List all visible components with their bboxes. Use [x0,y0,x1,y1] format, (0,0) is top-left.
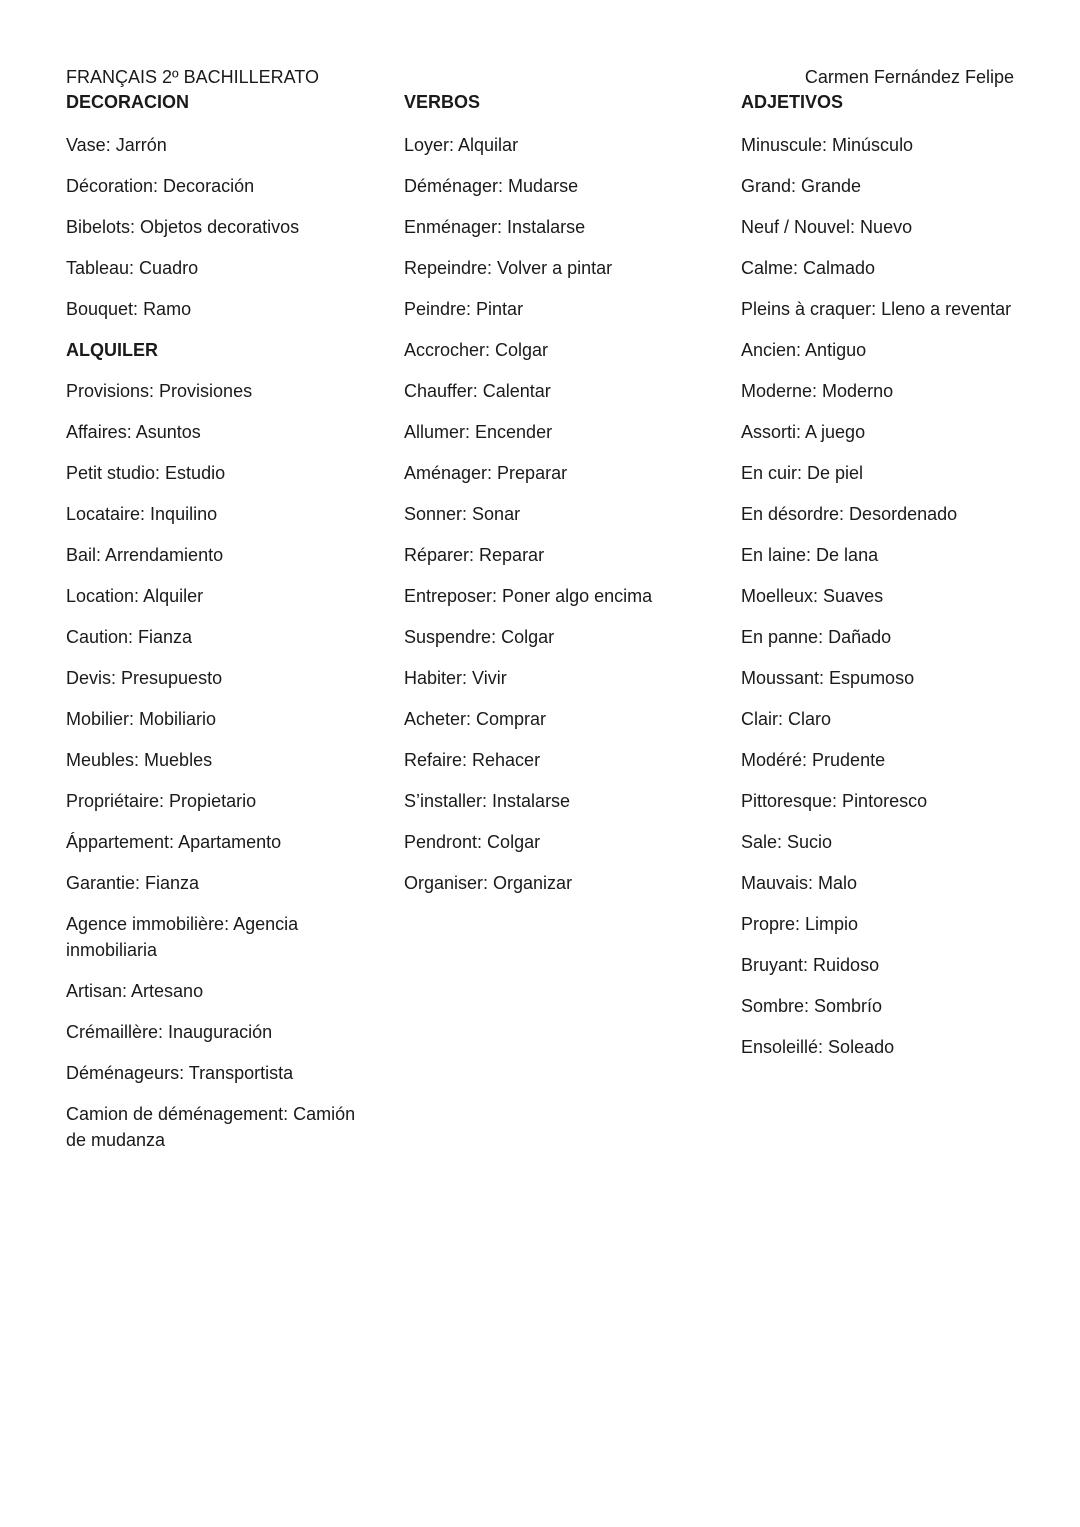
vocab-item: Location: Alquiler [66,586,204,606]
vocab-item: Bibelots: Objetos decorativos [66,217,300,237]
vocab-item: Réparer: Reparar [404,545,545,565]
vocab-item: Mauvais: Malo [741,873,858,893]
vocab-item: En cuir: De piel [741,463,864,483]
vocab-item: Bail: Arrendamiento [66,545,224,565]
vocab-item: Sale: Sucio [741,832,833,852]
author-name: Carmen Fernández Felipe [804,67,1014,87]
vocab-item: Meubles: Muebles [66,750,213,770]
vocab-item: Entreposer: Poner algo encima [404,586,653,606]
vocab-item: Aménager: Preparar [404,463,568,483]
vocab-item: Moderne: Moderno [741,381,894,401]
vocab-item: Grand: Grande [741,176,862,196]
column-title: VERBOS [404,92,481,112]
vocab-item: Minuscule: Minúsculo [741,135,914,155]
vocab-item: Organiser: Organizar [404,873,573,893]
vocab-item: Repeindre: Volver a pintar [404,258,613,278]
vocab-item: Mobilier: Mobiliario [66,709,217,729]
vocab-item: Neuf / Nouvel: Nuevo [741,217,913,237]
vocab-item: Petit studio: Estudio [66,463,226,483]
vocab-item: Affaires: Asuntos [66,422,201,442]
vocab-item: Devis: Presupuesto [66,668,223,688]
vocab-item: Propre: Limpio [741,914,859,934]
vocab-item: Camion de déménagement: Camión de mudanza [66,1104,356,1150]
vocab-item: Tableau: Cuadro [66,258,199,278]
vocab-item: Clair: Claro [741,709,832,729]
vocab-item: Déménageurs: Transportista [66,1063,294,1083]
vocab-item: S’installer: Instalarse [404,791,571,811]
vocab-item: Moussant: Espumoso [741,668,915,688]
vocab-item: Habiter: Vivir [404,668,507,688]
vocab-item: Acheter: Comprar [404,709,547,729]
vocab-list [741,132,1041,1060]
vocab-item: Loyer: Alquilar [404,135,519,155]
vocab-item: Agence immobilière: Agencia inmobiliaria [66,914,299,960]
vocab-item: Assorti: A juego [741,422,866,442]
vocab-item: Bruyant: Ruidoso [741,955,880,975]
column-verbos [404,91,704,911]
vocab-item: Déménager: Mudarse [404,176,579,196]
vocab-item: Enménager: Instalarse [404,217,586,237]
vocab-item: Locataire: Inquilino [66,504,218,524]
vocab-item: Accrocher: Colgar [404,340,549,360]
vocab-item: Provisions: Provisiones [66,381,253,401]
vocab-item: Áppartement: Apartamento [66,832,282,852]
vocab-item: Garantie: Fianza [66,873,200,893]
column-title: DECORACION [66,92,190,112]
vocab-item: Pittoresque: Pintoresco [741,791,928,811]
vocab-item: Sombre: Sombrío [741,996,883,1016]
vocab-item: Artisan: Artesano [66,981,204,1001]
vocab-item: Moelleux: Suaves [741,586,884,606]
vocab-list [66,132,366,1153]
vocab-item: Ancien: Antiguo [741,340,867,360]
section-subheading: ALQUILER [66,340,158,360]
vocab-item: En panne: Dañado [741,627,892,647]
vocab-item: Calme: Calmado [741,258,876,278]
vocab-item: Crémaillère: Inauguración [66,1022,273,1042]
vocab-item: Refaire: Rehacer [404,750,541,770]
vocab-item: Ensoleillé: Soleado [741,1037,895,1057]
vocab-item: Modéré: Prudente [741,750,886,770]
vocab-item: Propriétaire: Propietario [66,791,257,811]
vocab-item: Allumer: Encender [404,422,553,442]
course-header: FRANÇAIS 2º BACHILLERATO [66,67,319,87]
vocab-item: Caution: Fianza [66,627,193,647]
vocab-item: Pleins à craquer: Lleno a reventar [741,299,1012,319]
column-title: ADJETIVOS [741,92,844,112]
column-adjetivos [741,91,1041,1075]
vocab-item: Chauffer: Calentar [404,381,551,401]
vocab-item: Bouquet: Ramo [66,299,192,319]
vocab-item: En désordre: Desordenado [741,504,958,524]
vocab-item: Suspendre: Colgar [404,627,555,647]
vocab-item: Pendront: Colgar [404,832,541,852]
vocab-item: Décoration: Decoración [66,176,255,196]
vocab-item: Sonner: Sonar [404,504,521,524]
column-decoracion [66,91,366,1168]
vocab-item: En laine: De lana [741,545,879,565]
vocab-item: Vase: Jarrón [66,135,167,155]
vocab-item: Peindre: Pintar [404,299,524,319]
vocab-list [404,132,704,896]
